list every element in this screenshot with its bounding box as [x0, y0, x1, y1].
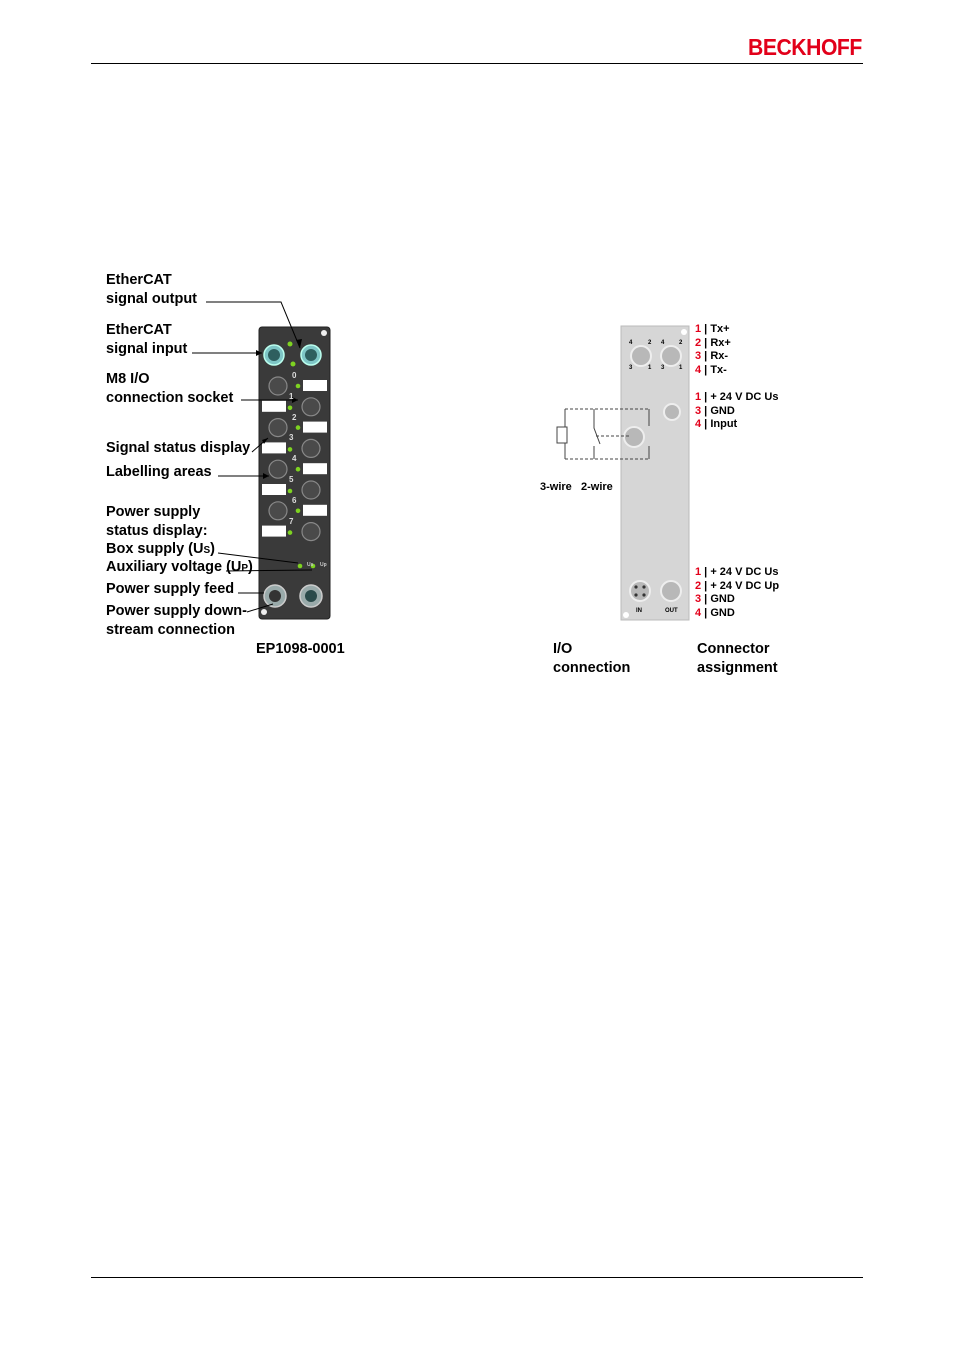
channel-number: 7	[289, 516, 294, 526]
label-signal-status: Signal status display	[106, 440, 251, 456]
pin-digit: 2	[679, 340, 683, 346]
label-power-status: Power supply status display:	[106, 504, 208, 539]
channel-number: 5	[289, 475, 294, 484]
caption-connector-assignment: Connector assignment	[697, 641, 778, 676]
device-model: EP1098-0001	[256, 641, 345, 657]
label-ethercat-output: EtherCAT signal output	[106, 272, 198, 307]
ethercat-pin-list: 1 | Tx+ 2 | Rx+ 3 | Rx- 4 | Tx-	[695, 323, 731, 376]
in-label: IN	[636, 608, 642, 614]
pin-digit: 2	[648, 340, 652, 346]
caption-io-connection: I/O connection	[553, 641, 631, 676]
pin-digit: 3	[661, 365, 665, 371]
wire-type-3: 3-wire	[540, 481, 572, 493]
power-socket-out	[661, 581, 681, 601]
pin-digit: 1	[648, 365, 652, 371]
channel-number: 0	[292, 371, 297, 380]
beckhoff-logo: BECKHOFF	[748, 34, 862, 60]
us-led-label: Us	[307, 562, 314, 568]
channel-number: 6	[292, 495, 297, 505]
pin-digit: 3	[629, 365, 633, 371]
pin-digit: 4	[661, 340, 665, 346]
label-ethercat-input: EtherCAT signal input	[106, 322, 188, 357]
wire-type-2: 2-wire	[581, 481, 613, 493]
label-m8-socket: M8 I/O connection socket	[106, 371, 234, 406]
panel-hole-bottom	[623, 612, 629, 618]
ethercat-socket-right	[661, 346, 681, 366]
label-aux-voltage: Auxiliary voltage (UP)	[106, 559, 253, 575]
io-socket-main	[624, 427, 644, 447]
io-socket-small	[664, 404, 680, 420]
label-labelling-areas: Labelling areas	[106, 464, 212, 480]
channel-number: 4	[292, 454, 297, 464]
power-pin-list: 1 | + 24 V DC Us 2 | + 24 V DC Up 3 | GND 4 | GND	[695, 566, 780, 619]
out-label: OUT	[665, 608, 678, 614]
channel-number: 2	[292, 412, 297, 422]
channel-number: 3	[289, 433, 294, 443]
up-led-label: Up	[320, 562, 327, 568]
io-pin-list: 1 | + 24 V DC Us 3 | GND 4 | Input	[695, 391, 779, 430]
panel-hole-top	[681, 329, 687, 335]
pin-digit: 1	[679, 365, 683, 371]
label-power-feed: Power supply feed	[106, 581, 235, 597]
power-socket-in	[630, 581, 650, 601]
label-power-downstream: Power supply down- stream connection	[106, 603, 247, 638]
ethercat-socket-left	[631, 346, 651, 366]
channel-number: 1	[289, 391, 294, 401]
label-box-supply: Box supply (US)	[106, 541, 215, 557]
pin-digit: 4	[629, 340, 633, 346]
